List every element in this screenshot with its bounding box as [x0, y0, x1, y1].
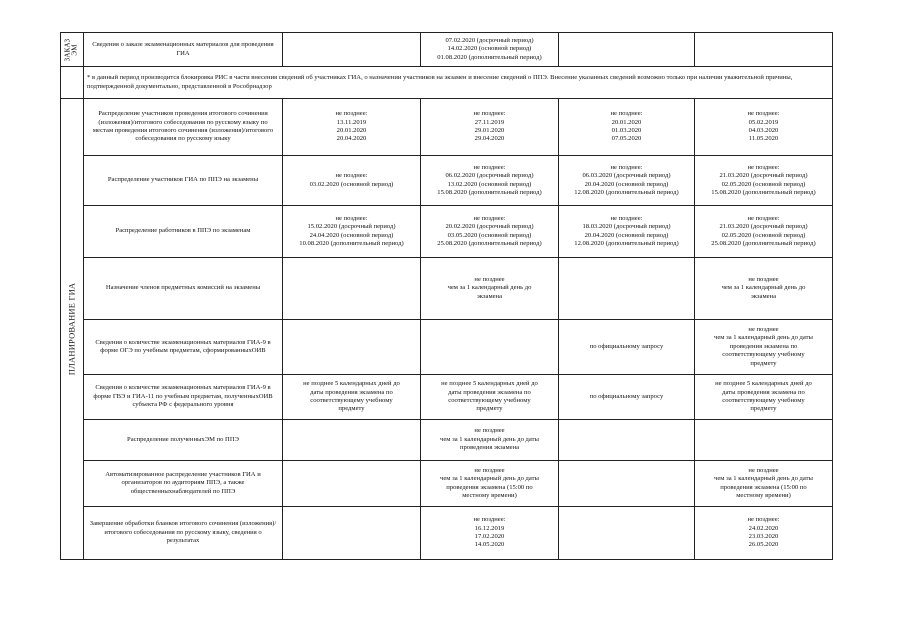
cell-col-3: [559, 99, 695, 156]
cell-text-line: 24.04.2020 (основной период): [309, 231, 394, 239]
schedule-sheet: [60, 32, 832, 560]
cell-col-4: [695, 206, 833, 258]
cell-text-line: 07.02.2020 (досрочный период): [445, 36, 534, 44]
cell-text-line: предмету: [476, 405, 503, 413]
cell-col-2: [421, 507, 559, 560]
cell-text-line: не позднее:: [747, 163, 780, 171]
cell-col-1: [283, 375, 421, 420]
cell-col-4: [695, 99, 833, 156]
cell-text-line: не позднее: [474, 275, 505, 283]
cell-text-line: не позднее 5 календарных дней до: [715, 380, 812, 388]
cell-text-line: не позднее: [474, 427, 505, 435]
cell-text-line: экзамена: [750, 292, 777, 300]
cell-col-3: [559, 507, 695, 560]
cell-col-3: [559, 461, 695, 507]
cell-col-1: [283, 320, 421, 375]
cell-text-line: не позднее:: [473, 163, 506, 171]
table-row: [61, 420, 833, 461]
cell-col-3: [559, 420, 695, 461]
table-row: [61, 258, 833, 320]
cell-text-line: 25.08.2020 (дополнительный период): [437, 239, 542, 247]
cell-text-line: проведения экзамена (15:00 по: [720, 483, 807, 491]
cell-text-line: 15.08.2020 (дополнительный период): [437, 188, 542, 196]
table-body: [61, 33, 833, 560]
cell-text-line: 12.08.2020 (дополнительный период): [574, 188, 679, 196]
cell-text-line: по официальному запросу: [589, 392, 664, 400]
cell-text-line: 29.01.2020: [474, 127, 505, 134]
cell-col-3: [559, 375, 695, 420]
cell-text-line: 21.03.2020 (досрочный период): [719, 172, 808, 180]
cell-text-line: соответствующему учебному: [722, 351, 805, 359]
cell-col-4: [695, 507, 833, 560]
cell-text-line: чем за 1 календарный день до даты: [440, 475, 539, 483]
cell-text-line: 21.03.2020 (досрочный период): [719, 223, 808, 231]
cell-text-line: чем за 1 календарный день до даты: [440, 435, 539, 443]
cell-text-line: не позднее:: [610, 163, 643, 171]
cell-text-line: не позднее: [748, 325, 779, 333]
cell-text-line: не позднее:: [473, 110, 506, 118]
cell-text-line: 20.04.2020 (основной период): [584, 231, 669, 239]
cell-text-line: 27.11.2019: [474, 118, 505, 126]
cell-text-line: не позднее: [748, 275, 779, 283]
cell-text-line: не позднее:: [335, 110, 368, 118]
cell-text-line: даты проведения экзамена по: [722, 388, 805, 396]
cell-text-line: 03.02.2020 (основной период): [309, 180, 394, 188]
cell-text-line: 14.02.2020 (основной период): [447, 45, 532, 53]
cell-text-line: 11.05.2020: [748, 135, 779, 143]
cell-text-line: проведения экзамена (15:00 по: [446, 483, 533, 491]
cell-text-line: проведения экзамена: [459, 444, 520, 452]
cell-col-1: [283, 258, 421, 320]
cell-col-2: [421, 320, 559, 375]
section-cell-planning: [61, 99, 84, 560]
row-label: Сведения о количестве экзаменационных материалов ГИА-9 в форме ГВЭ и ГИА-11 по учебным предметам, полученныхОИВ субъекта РФ с федерального уровня: [84, 375, 283, 420]
cell-text-line: 14.05.2020: [474, 541, 505, 549]
cell-col-2: [421, 461, 559, 507]
cell-text-line: 03.05.2020 (основной период): [447, 231, 532, 239]
cell-text-line: местному времени): [736, 491, 791, 499]
cell-col-1: [283, 507, 421, 560]
cell-text-line: не позднее: [748, 466, 779, 474]
cell-col-3: [559, 258, 695, 320]
row-label: Завершение обработки бланков итогового сочинения (изложения)/итогового собеседования по русскому языку, сведения о результатах: [84, 507, 283, 560]
cell-text-line: чем за 1 календарный день до даты: [714, 334, 813, 342]
cell-col-4: [695, 258, 833, 320]
cell-col-4: [695, 420, 833, 461]
cell-text-line: проведения экзамена по: [729, 342, 798, 350]
cell-text-line: даты проведения экзамена по: [448, 388, 531, 396]
cell-text-line: 20.04.2020: [336, 135, 367, 143]
cell-text-line: 06.02.2020 (досрочный период): [445, 172, 534, 180]
cell-text-line: чем за 1 календарный день до: [721, 284, 806, 292]
cell-text-line: 01.08.2020 (дополнительный период): [437, 53, 542, 61]
cell-text-line: 07.05.2020: [611, 135, 642, 143]
cell-text-line: 02.05.2020 (основной период): [721, 180, 806, 188]
cell-text-line: даты проведения экзамена по: [310, 388, 393, 396]
cell-col-1: [283, 33, 421, 67]
cell-col-2: [421, 99, 559, 156]
cell-text-line: 18.03.2020 (досрочный период): [582, 223, 671, 231]
cell-text-line: экзамена: [476, 292, 503, 300]
cell-text-line: 20.04.2020 (основной период): [584, 180, 669, 188]
cell-text-line: не позднее:: [747, 214, 780, 222]
cell-col-2: [421, 258, 559, 320]
cell-text-line: 02.05.2020 (основной период): [721, 231, 806, 239]
cell-text-line: 24.02.2020: [748, 524, 779, 532]
cell-col-4: [695, 156, 833, 206]
cell-col-1: [283, 461, 421, 507]
cell-text-line: не позднее:: [610, 110, 643, 118]
cell-text-line: 12.08.2020 (дополнительный период): [574, 239, 679, 247]
cell-text-line: 06.03.2020 (досрочный период): [582, 172, 671, 180]
table-row: [61, 375, 833, 420]
table-row: [61, 156, 833, 206]
cell-text-line: 13.11.2019: [336, 118, 367, 126]
cell-text-line: 10.08.2020 (дополнительный период): [299, 239, 404, 247]
table-row: [61, 320, 833, 375]
cell-text-line: 01.03.2020: [611, 127, 642, 134]
cell-text-line: 15.08.2020 (дополнительный период): [711, 188, 816, 196]
cell-text-line: 29.04.2020: [474, 135, 505, 143]
cell-col-4: [695, 33, 833, 67]
cell-text-line: 20.01.2020: [611, 118, 642, 126]
cell-text-line: предмету: [750, 359, 777, 367]
cell-col-2: [421, 420, 559, 461]
cell-col-4: [695, 375, 833, 420]
note-spacer-cell: [61, 67, 84, 99]
table-row: [61, 507, 833, 560]
cell-col-3: [559, 320, 695, 375]
cell-col-1: [283, 206, 421, 258]
cell-col-1: [283, 99, 421, 156]
section-cell-em-order: [61, 33, 84, 67]
cell-text-line: чем за 1 календарный день до: [447, 284, 532, 292]
cell-col-3: [559, 156, 695, 206]
cell-text-line: чем за 1 календарный день до даты: [714, 475, 813, 483]
cell-text-line: предмету: [338, 405, 365, 413]
cell-text-line: 04.03.2020: [748, 127, 779, 134]
cell-text-line: не позднее: [474, 466, 505, 474]
cell-text-line: не позднее:: [473, 214, 506, 222]
cell-text-line: не позднее:: [473, 516, 506, 524]
cell-text-line: не позднее 5 календарных дней до: [441, 380, 538, 388]
row-label: Сведения о заказе экзаменационных материалов для проведения ГИА: [84, 33, 283, 67]
gia-schedule-table: [60, 32, 833, 560]
cell-text-line: соответствующему учебному: [310, 397, 393, 404]
row-label: Сведения о количестве экзаменационных материалов ГИА-9 в форме ОГЭ по учебным предметам, сформированныхОИВ: [84, 320, 283, 375]
row-label: Распределение полученныхЭМ по ППЭ: [84, 420, 283, 461]
cell-text-line: местному времени): [462, 491, 517, 499]
cell-text-line: не позднее:: [610, 214, 643, 222]
table-row: [61, 99, 833, 156]
cell-text-line: предмету: [750, 405, 777, 413]
cell-col-1: [283, 420, 421, 461]
blocking-note: * в данный период производится блокировка РИС в части внесения сведений об участниках ГИА, о назначении участников на экзамен и внесение сведений о ППЭ. Внесение указанных сведений возможно только при наличии уважительной причины, подтвержденной документально, представленной в Рособрнадзор: [84, 67, 833, 99]
table-row: [61, 206, 833, 258]
cell-col-4: [695, 461, 833, 507]
cell-col-2: [421, 206, 559, 258]
cell-text-line: 16.12.2019: [474, 524, 505, 532]
cell-col-4: [695, 320, 833, 375]
cell-col-3: [559, 206, 695, 258]
cell-text-line: 23.03.2020: [748, 533, 779, 540]
cell-text-line: не позднее:: [335, 214, 368, 222]
cell-text-line: не позднее:: [747, 516, 780, 524]
cell-text-line: 20.01.2020: [336, 127, 367, 134]
cell-text-line: по официальному запросу: [589, 342, 664, 350]
cell-col-2: [421, 33, 559, 67]
cell-text-line: 26.05.2020: [748, 541, 779, 549]
cell-col-2: [421, 156, 559, 206]
row-label: Автоматизированное распределение участников ГИА и организаторов по аудиториям ППЭ, а также общественныхнаблюдателей по ППЭ: [84, 461, 283, 507]
cell-text-line: соответствующему учебному: [722, 397, 805, 404]
cell-text-line: 17.02.2020: [474, 533, 505, 540]
cell-col-2: [421, 375, 559, 420]
cell-text-line: 20.02.2020 (досрочный период): [445, 223, 534, 231]
cell-text-line: соответствующему учебному: [448, 397, 531, 404]
cell-text-line: не позднее:: [747, 110, 780, 118]
row-label: Назначение членов предметных комиссий на экзамены: [84, 258, 283, 320]
row-label: Распределение участников ГИА по ППЭ на экзамены: [84, 156, 283, 206]
cell-col-3: [559, 33, 695, 67]
table-row: [61, 461, 833, 507]
cell-text-line: не позднее:: [335, 172, 368, 180]
cell-text-line: 25.08.2020 (дополнительный период): [711, 239, 816, 247]
section-label-em-order: ЗАКАЗ ЭМ: [63, 38, 79, 61]
section-label-planning: ПЛАНИРОВАНИЕ ГИА: [66, 282, 77, 376]
cell-text-line: 15.02.2020 (досрочный период): [307, 223, 396, 231]
cell-text-line: не позднее 5 календарных дней до: [303, 380, 400, 388]
cell-text-line: 05.02.2019: [748, 118, 779, 126]
row-label: Распределение участников проведения итогового сочинения (изложения)/итогового собеседования по русскому языку по местам проведения итогового сочинения (изложения)/итогового собеседования по русскому языку: [84, 99, 283, 156]
cell-col-1: [283, 156, 421, 206]
row-label: Распределение работников в ППЭ по экзаменам: [84, 206, 283, 258]
cell-text-line: 13.02.2020 (основной период): [447, 180, 532, 188]
note-row: [61, 67, 833, 99]
table-row: [61, 33, 833, 67]
